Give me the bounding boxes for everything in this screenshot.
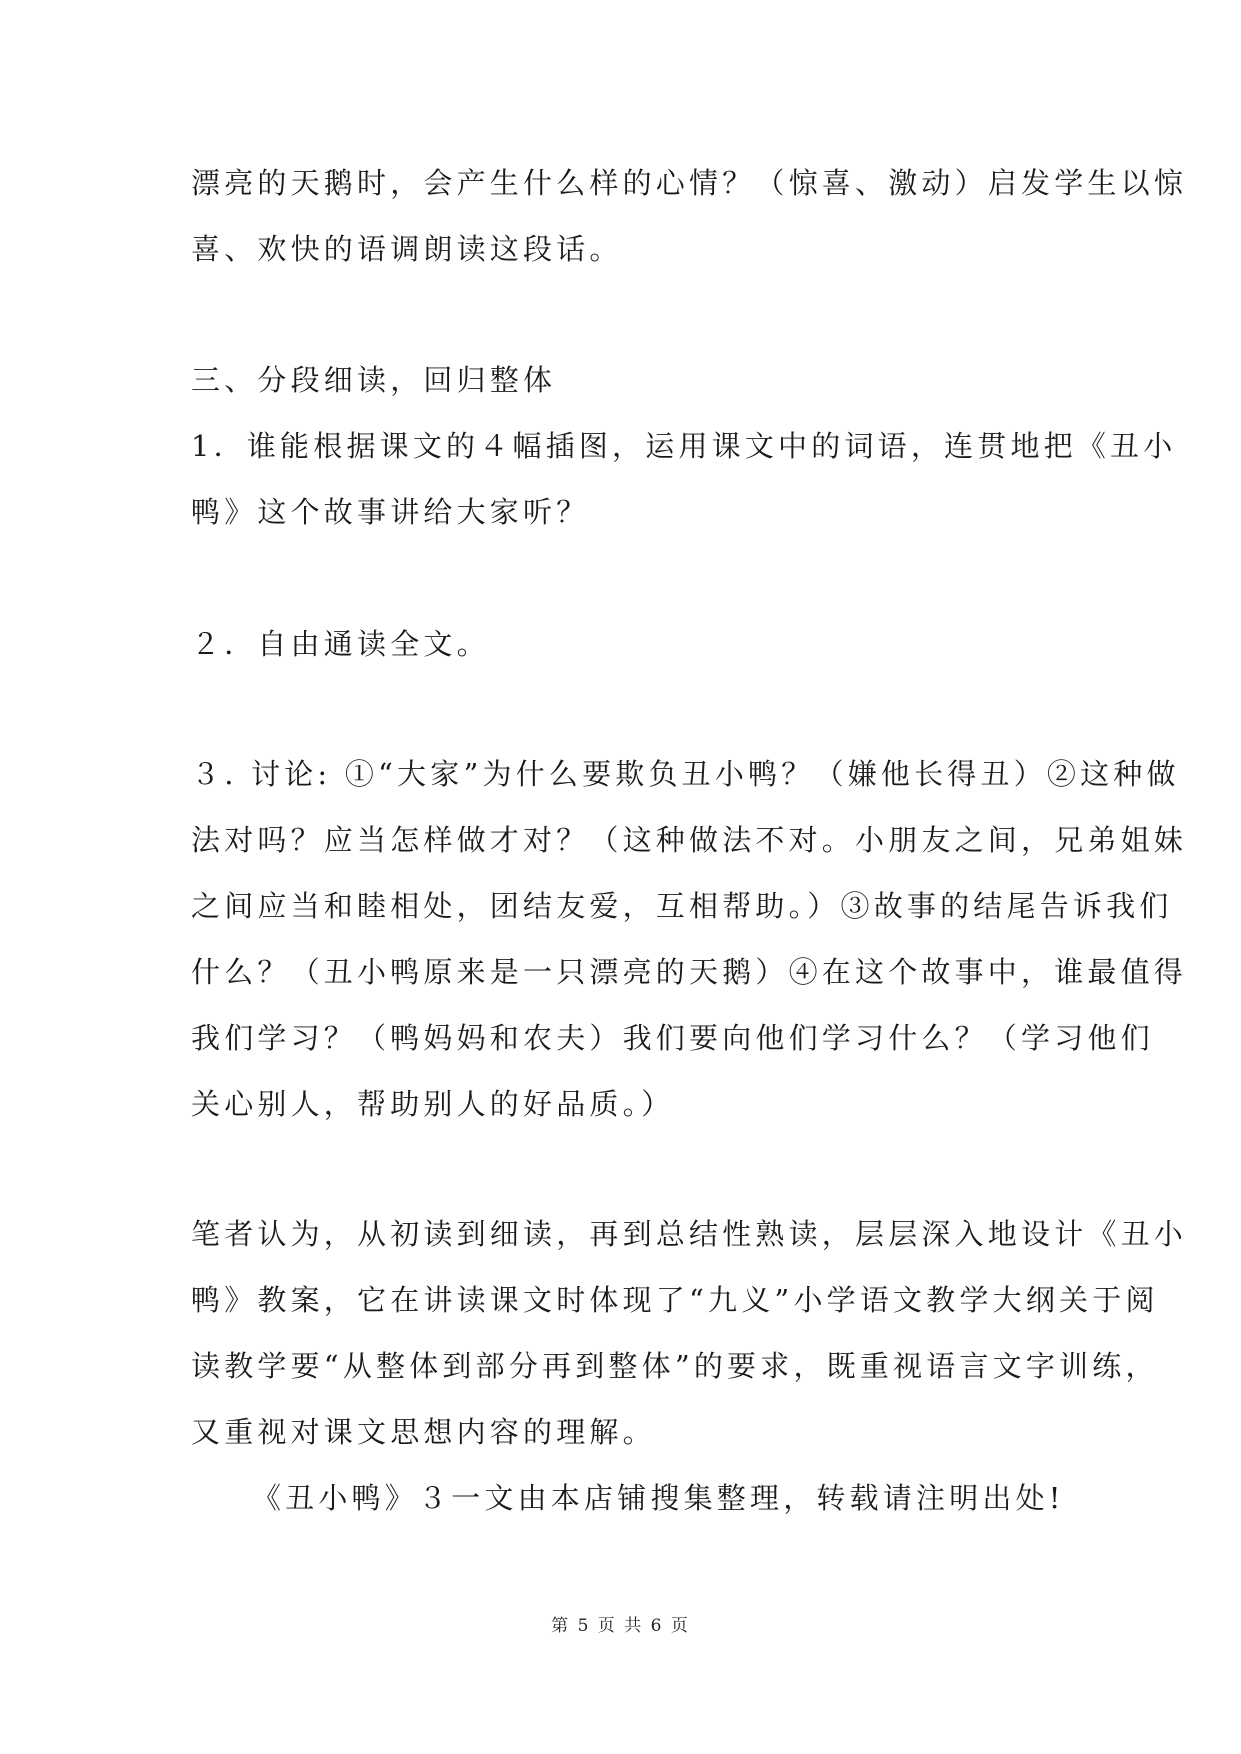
item2-line: ２．自由通读全文。 bbox=[191, 627, 490, 661]
page-number: 第 5 页 共 6 页 bbox=[551, 1616, 690, 1636]
source-note: 《丑小鸭》３一文由本店铺搜集整理，转载请注明出处! bbox=[252, 1481, 1065, 1515]
intro-line-1: 漂亮的天鹅时，会产生什么样的心情？（惊喜、激动）启发学生以惊 bbox=[191, 166, 1188, 200]
item3-line-1: ３. 讨论: ①“大家”为什么要欺负丑小鸭？（嫌他长得丑）②这种做 bbox=[191, 757, 1180, 791]
conclusion-line-2: 鸭》教案，它在讲读课文时体现了“九义”小学语文教学大纲关于阅 bbox=[191, 1283, 1159, 1317]
conclusion-line-4: 又重视对课文思想内容的理解。 bbox=[191, 1415, 656, 1449]
item3-line-2: 法对吗？应当怎样做才对？（这种做法不对。小朋友之间，兄弟姐妹 bbox=[191, 823, 1188, 857]
conclusion-line-3: 读教学要“从整体到部分再到整体”的要求，既重视语言文字训练， bbox=[191, 1349, 1159, 1383]
intro-line-2: 喜、欢快的语调朗读这段话。 bbox=[191, 232, 623, 266]
item1-line-1: 1．谁能根据课文的４幅插图，运用课文中的词语，连贯地把《丑小 bbox=[191, 429, 1177, 463]
item3-line-3: 之间应当和睦相处，团结友爱，互相帮助。）③故事的结尾告诉我们 bbox=[191, 889, 1173, 923]
item3-line-4: 什么？（丑小鸭原来是一只漂亮的天鹅）④在这个故事中，谁最值得 bbox=[191, 955, 1188, 989]
item3-line-6: 关心别人，帮助别人的好品质。） bbox=[191, 1087, 675, 1121]
conclusion-line-1: 笔者认为，从初读到细读，再到总结性熟读，层层深入地设计《丑小 bbox=[191, 1217, 1188, 1251]
item1-line-2: 鸭》这个故事讲给大家听？ bbox=[191, 495, 590, 529]
item3-line-5: 我们学习？（鸭妈妈和农夫）我们要向他们学习什么？（学习他们 bbox=[191, 1021, 1154, 1055]
section-heading: 三、分段细读，回归整体 bbox=[191, 363, 557, 397]
